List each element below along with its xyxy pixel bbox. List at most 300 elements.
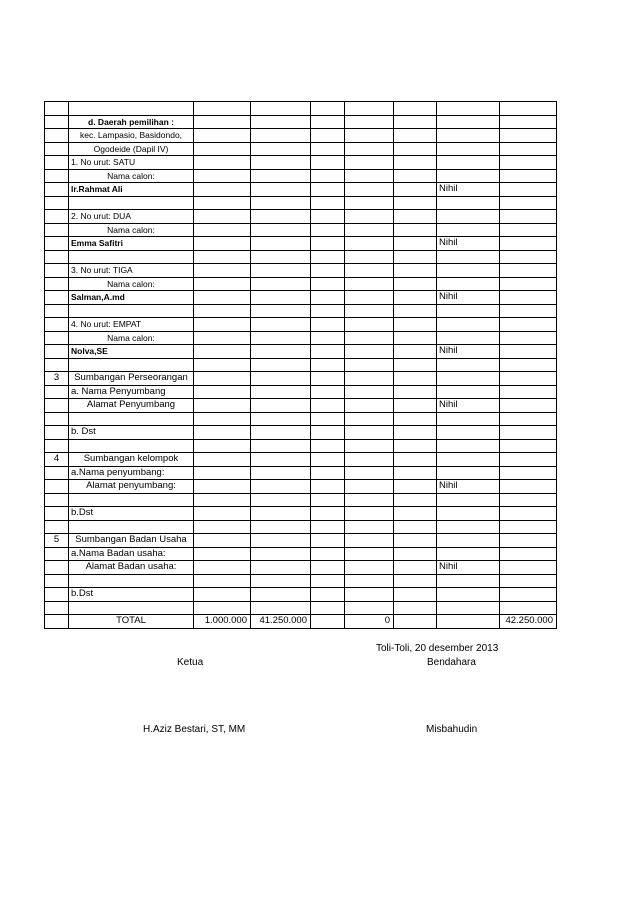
description-cell: 1. No urut: SATU xyxy=(69,156,194,170)
remark-cell xyxy=(437,223,500,237)
value-cell xyxy=(394,304,437,318)
value-cell xyxy=(194,345,251,359)
value-cell xyxy=(394,129,437,143)
value-cell xyxy=(311,412,345,426)
value-cell xyxy=(251,601,311,615)
value-cell xyxy=(345,480,394,494)
value-cell xyxy=(500,210,557,224)
value-cell xyxy=(194,561,251,575)
description-cell: kec. Lampasio, Basidondo, xyxy=(69,129,194,143)
value-cell xyxy=(500,250,557,264)
value-cell xyxy=(251,588,311,602)
remark-cell xyxy=(437,439,500,453)
value-cell xyxy=(311,588,345,602)
value-cell xyxy=(251,156,311,170)
row-number-cell xyxy=(45,223,69,237)
value-cell xyxy=(500,453,557,467)
report-table xyxy=(44,101,557,629)
table-row xyxy=(45,115,557,129)
value-cell xyxy=(311,439,345,453)
total-amount-6 xyxy=(437,615,500,629)
value-cell xyxy=(345,156,394,170)
value-cell xyxy=(311,507,345,521)
table-row xyxy=(45,358,557,372)
table-row xyxy=(45,345,557,359)
value-cell xyxy=(194,129,251,143)
value-cell xyxy=(345,507,394,521)
remark-cell xyxy=(437,547,500,561)
value-cell xyxy=(394,156,437,170)
value-cell xyxy=(311,291,345,305)
value-cell xyxy=(500,345,557,359)
value-cell xyxy=(251,561,311,575)
value-cell xyxy=(394,318,437,332)
description-cell: b.Dst xyxy=(69,588,194,602)
description-cell: a.Nama Badan usaha: xyxy=(69,547,194,561)
remark-cell xyxy=(437,304,500,318)
row-number-cell xyxy=(45,237,69,251)
value-cell xyxy=(394,331,437,345)
value-cell xyxy=(251,345,311,359)
remark-cell xyxy=(437,426,500,440)
value-cell xyxy=(311,466,345,480)
value-cell xyxy=(194,102,251,116)
row-number-cell xyxy=(45,129,69,143)
table-row xyxy=(45,372,557,386)
value-cell xyxy=(194,520,251,534)
value-cell xyxy=(345,534,394,548)
value-cell xyxy=(251,466,311,480)
value-cell xyxy=(311,250,345,264)
value-cell xyxy=(500,183,557,197)
value-cell xyxy=(500,574,557,588)
value-cell xyxy=(345,601,394,615)
value-cell xyxy=(394,520,437,534)
value-cell xyxy=(345,588,394,602)
table-row xyxy=(45,588,557,602)
value-cell xyxy=(251,507,311,521)
value-cell xyxy=(394,358,437,372)
total-amount-2: 41.250.000 xyxy=(251,615,311,629)
remark-cell xyxy=(437,331,500,345)
value-cell xyxy=(500,399,557,413)
table-row xyxy=(45,507,557,521)
value-cell xyxy=(311,561,345,575)
value-cell xyxy=(345,493,394,507)
row-number-cell xyxy=(45,601,69,615)
row-number-cell xyxy=(45,277,69,291)
value-cell xyxy=(311,196,345,210)
value-cell xyxy=(500,223,557,237)
table-row xyxy=(45,547,557,561)
value-cell xyxy=(500,331,557,345)
value-cell xyxy=(345,291,394,305)
value-cell xyxy=(500,196,557,210)
remark-cell xyxy=(437,169,500,183)
description-cell: Emma Safitri xyxy=(69,237,194,251)
value-cell xyxy=(345,169,394,183)
table-row xyxy=(45,453,557,467)
remark-cell: Nihil xyxy=(437,291,500,305)
value-cell xyxy=(394,507,437,521)
value-cell xyxy=(251,385,311,399)
row-number-cell xyxy=(45,210,69,224)
remark-cell xyxy=(437,156,500,170)
value-cell xyxy=(394,453,437,467)
value-cell xyxy=(500,304,557,318)
value-cell xyxy=(194,223,251,237)
value-cell xyxy=(251,291,311,305)
value-cell xyxy=(394,601,437,615)
value-cell xyxy=(394,115,437,129)
table-row xyxy=(45,223,557,237)
value-cell xyxy=(251,115,311,129)
table-row xyxy=(45,304,557,318)
left-signatory-name: H.Aziz Bestari, ST, MM xyxy=(143,724,246,735)
value-cell xyxy=(345,210,394,224)
value-cell xyxy=(394,426,437,440)
value-cell xyxy=(311,277,345,291)
row-number-cell xyxy=(45,439,69,453)
description-cell: a. Nama Penyumbang xyxy=(69,385,194,399)
table-row xyxy=(45,196,557,210)
row-number-cell xyxy=(45,520,69,534)
row-number-cell xyxy=(45,142,69,156)
value-cell xyxy=(311,264,345,278)
value-cell xyxy=(345,223,394,237)
value-cell xyxy=(345,183,394,197)
right-signatory-title: Bendahara xyxy=(427,657,476,668)
remark-cell: Nihil xyxy=(437,399,500,413)
value-cell xyxy=(394,142,437,156)
value-cell xyxy=(345,426,394,440)
value-cell xyxy=(345,385,394,399)
description-cell xyxy=(69,196,194,210)
row-number-cell xyxy=(45,561,69,575)
row-number-cell xyxy=(45,574,69,588)
value-cell xyxy=(394,169,437,183)
value-cell xyxy=(500,237,557,251)
row-number-cell xyxy=(45,345,69,359)
value-cell xyxy=(194,291,251,305)
value-cell xyxy=(251,358,311,372)
table-row xyxy=(45,439,557,453)
value-cell xyxy=(194,358,251,372)
value-cell xyxy=(345,331,394,345)
value-cell xyxy=(251,493,311,507)
remark-cell xyxy=(437,318,500,332)
row-number-cell xyxy=(45,466,69,480)
value-cell xyxy=(194,169,251,183)
value-cell xyxy=(345,466,394,480)
value-cell xyxy=(500,426,557,440)
value-cell xyxy=(500,466,557,480)
description-cell: Nama calon: xyxy=(69,331,194,345)
remark-cell: Nihil xyxy=(437,237,500,251)
description-cell: Nama calon: xyxy=(69,277,194,291)
value-cell xyxy=(251,534,311,548)
value-cell xyxy=(394,547,437,561)
description-cell xyxy=(69,250,194,264)
row-number-cell xyxy=(45,493,69,507)
table-row xyxy=(45,210,557,224)
description-cell: 2. No urut: DUA xyxy=(69,210,194,224)
value-cell xyxy=(251,331,311,345)
value-cell xyxy=(194,318,251,332)
value-cell xyxy=(194,210,251,224)
value-cell xyxy=(345,129,394,143)
remark-cell xyxy=(437,372,500,386)
row-number-cell xyxy=(45,250,69,264)
table-row xyxy=(45,318,557,332)
value-cell xyxy=(251,264,311,278)
value-cell xyxy=(345,399,394,413)
value-cell xyxy=(345,547,394,561)
value-cell xyxy=(194,601,251,615)
remark-cell xyxy=(437,453,500,467)
remark-cell xyxy=(437,520,500,534)
description-cell: Salman,A.md xyxy=(69,291,194,305)
row-number-cell xyxy=(45,318,69,332)
value-cell xyxy=(500,520,557,534)
value-cell xyxy=(394,264,437,278)
table-row xyxy=(45,385,557,399)
description-cell xyxy=(69,601,194,615)
value-cell xyxy=(251,237,311,251)
table-row xyxy=(45,277,557,291)
value-cell xyxy=(311,183,345,197)
value-cell xyxy=(194,183,251,197)
value-cell xyxy=(500,480,557,494)
row-number-cell xyxy=(45,183,69,197)
value-cell xyxy=(345,237,394,251)
value-cell xyxy=(500,372,557,386)
remark-cell xyxy=(437,196,500,210)
remark-cell xyxy=(437,412,500,426)
row-number-cell xyxy=(45,291,69,305)
description-cell: 3. No urut: TIGA xyxy=(69,264,194,278)
value-cell xyxy=(394,439,437,453)
table-row xyxy=(45,561,557,575)
value-cell xyxy=(251,372,311,386)
value-cell xyxy=(311,534,345,548)
row-number-cell xyxy=(45,547,69,561)
value-cell xyxy=(345,142,394,156)
remark-cell xyxy=(437,277,500,291)
value-cell xyxy=(394,210,437,224)
value-cell xyxy=(394,223,437,237)
value-cell xyxy=(345,439,394,453)
value-cell xyxy=(251,129,311,143)
value-cell xyxy=(500,115,557,129)
table-row xyxy=(45,237,557,251)
value-cell xyxy=(345,250,394,264)
value-cell xyxy=(500,588,557,602)
value-cell xyxy=(194,399,251,413)
total-amount-4: 0 xyxy=(345,615,394,629)
description-cell: Sumbangan kelompok xyxy=(69,453,194,467)
value-cell xyxy=(345,574,394,588)
value-cell xyxy=(194,534,251,548)
value-cell xyxy=(311,385,345,399)
value-cell xyxy=(394,102,437,116)
value-cell xyxy=(251,304,311,318)
value-cell xyxy=(251,183,311,197)
value-cell xyxy=(500,507,557,521)
value-cell xyxy=(394,345,437,359)
row-number-cell xyxy=(45,196,69,210)
value-cell xyxy=(194,237,251,251)
table-row xyxy=(45,331,557,345)
value-cell xyxy=(345,412,394,426)
table-row xyxy=(45,574,557,588)
value-cell xyxy=(194,493,251,507)
description-cell: Alamat penyumbang: xyxy=(69,480,194,494)
value-cell xyxy=(500,561,557,575)
table-row xyxy=(45,399,557,413)
remark-cell xyxy=(437,588,500,602)
remark-cell xyxy=(437,534,500,548)
remark-cell xyxy=(437,115,500,129)
value-cell xyxy=(345,115,394,129)
remark-cell xyxy=(437,358,500,372)
value-cell xyxy=(194,574,251,588)
row-number-cell xyxy=(45,385,69,399)
description-cell: Sumbangan Perseorangan xyxy=(69,372,194,386)
value-cell xyxy=(311,304,345,318)
value-cell xyxy=(394,399,437,413)
remark-cell: Nihil xyxy=(437,183,500,197)
description-cell xyxy=(69,412,194,426)
right-signatory-name: Misbahudin xyxy=(426,724,478,735)
remark-cell xyxy=(437,250,500,264)
row-number-cell xyxy=(45,399,69,413)
table-row xyxy=(45,102,557,116)
value-cell xyxy=(311,601,345,615)
value-cell xyxy=(311,372,345,386)
value-cell xyxy=(194,453,251,467)
remark-cell: Nihil xyxy=(437,480,500,494)
value-cell xyxy=(251,277,311,291)
value-cell xyxy=(311,115,345,129)
value-cell xyxy=(345,196,394,210)
remark-cell: Nihil xyxy=(437,561,500,575)
row-number-cell xyxy=(45,102,69,116)
value-cell xyxy=(251,142,311,156)
remark-cell xyxy=(437,466,500,480)
value-cell xyxy=(251,453,311,467)
value-cell xyxy=(251,520,311,534)
remark-cell xyxy=(437,385,500,399)
table-row xyxy=(45,466,557,480)
row-number-cell xyxy=(45,115,69,129)
value-cell xyxy=(394,183,437,197)
table-row xyxy=(45,183,557,197)
value-cell xyxy=(194,480,251,494)
description-cell: b. Dst xyxy=(69,426,194,440)
total-no-cell xyxy=(45,615,69,629)
value-cell xyxy=(500,142,557,156)
table-row xyxy=(45,493,557,507)
total-amount-grand: 42.250.000 xyxy=(500,615,557,629)
value-cell xyxy=(394,493,437,507)
value-cell xyxy=(345,520,394,534)
value-cell xyxy=(311,102,345,116)
value-cell xyxy=(194,331,251,345)
value-cell xyxy=(251,574,311,588)
value-cell xyxy=(500,439,557,453)
value-cell xyxy=(500,358,557,372)
value-cell xyxy=(311,358,345,372)
value-cell xyxy=(345,358,394,372)
row-number-cell xyxy=(45,426,69,440)
value-cell xyxy=(251,318,311,332)
value-cell xyxy=(311,129,345,143)
value-cell xyxy=(311,156,345,170)
value-cell xyxy=(311,210,345,224)
table-row xyxy=(45,129,557,143)
value-cell xyxy=(345,372,394,386)
remark-cell xyxy=(437,102,500,116)
value-cell xyxy=(394,588,437,602)
place-date: Toli-Toli, 20 desember 2013 xyxy=(376,643,499,654)
value-cell xyxy=(194,439,251,453)
value-cell xyxy=(345,264,394,278)
value-cell xyxy=(500,169,557,183)
row-number-cell xyxy=(45,264,69,278)
total-amount-3 xyxy=(311,615,345,629)
value-cell xyxy=(251,250,311,264)
description-cell: Nama calon: xyxy=(69,223,194,237)
row-number-cell xyxy=(45,358,69,372)
description-cell: b.Dst xyxy=(69,507,194,521)
value-cell xyxy=(194,277,251,291)
table-row xyxy=(45,601,557,615)
value-cell xyxy=(194,142,251,156)
description-cell xyxy=(69,102,194,116)
remark-cell xyxy=(437,574,500,588)
value-cell xyxy=(194,304,251,318)
description-cell xyxy=(69,520,194,534)
remark-cell xyxy=(437,601,500,615)
value-cell xyxy=(500,493,557,507)
value-cell xyxy=(394,237,437,251)
value-cell xyxy=(394,412,437,426)
value-cell xyxy=(251,399,311,413)
value-cell xyxy=(500,156,557,170)
value-cell xyxy=(345,102,394,116)
value-cell xyxy=(311,426,345,440)
value-cell xyxy=(194,385,251,399)
remark-cell xyxy=(437,142,500,156)
table-row xyxy=(45,169,557,183)
value-cell xyxy=(500,291,557,305)
value-cell xyxy=(311,399,345,413)
value-cell xyxy=(311,169,345,183)
value-cell xyxy=(194,115,251,129)
table-row xyxy=(45,291,557,305)
value-cell xyxy=(311,318,345,332)
value-cell xyxy=(311,547,345,561)
description-cell: Alamat Penyumbang xyxy=(69,399,194,413)
value-cell xyxy=(194,588,251,602)
row-number-cell xyxy=(45,331,69,345)
description-cell: Alamat Badan usaha: xyxy=(69,561,194,575)
description-cell: a.Nama penyumbang: xyxy=(69,466,194,480)
value-cell xyxy=(194,412,251,426)
row-number-cell xyxy=(45,588,69,602)
value-cell xyxy=(251,102,311,116)
